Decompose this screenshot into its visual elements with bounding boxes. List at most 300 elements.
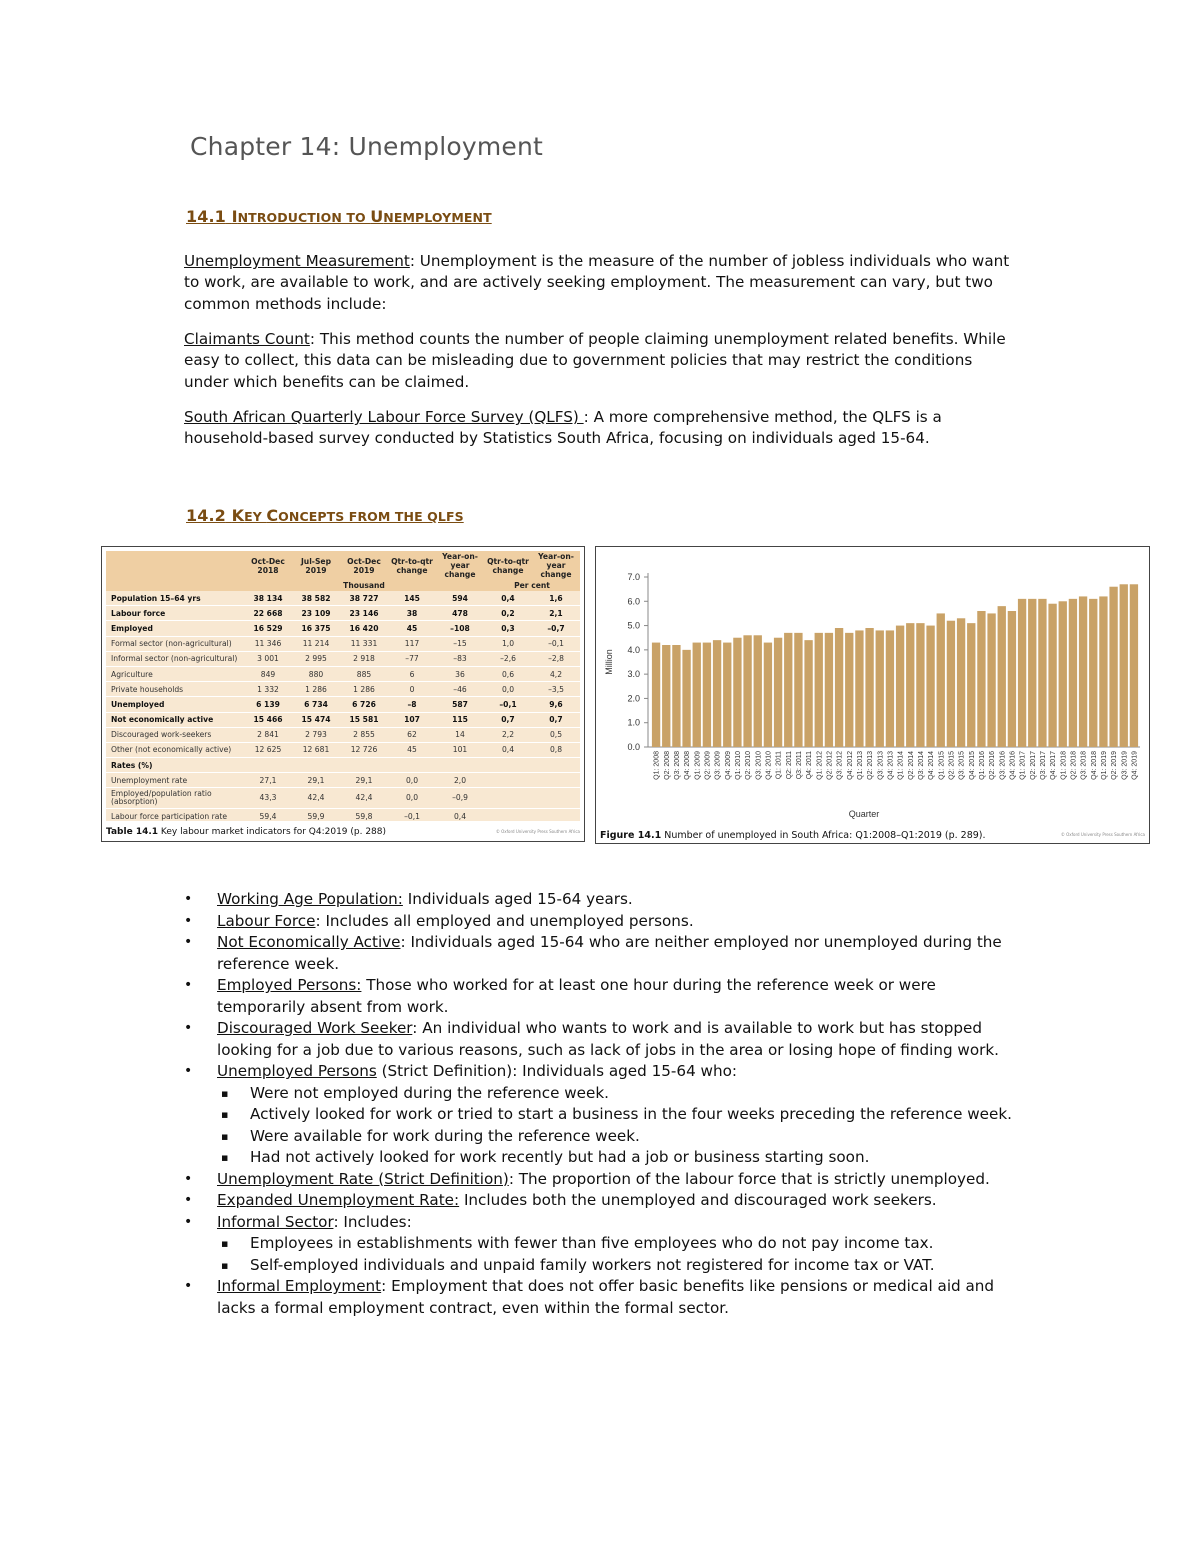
- table-cell: 0,7: [484, 712, 532, 727]
- table-cell: 11 331: [340, 636, 388, 651]
- bullet-item: [184, 1061, 1024, 1169]
- table-row-label: Discouraged work-seekers: [106, 727, 244, 742]
- table-header-cell: Year-on-year change: [532, 551, 580, 580]
- table-cell: 101: [436, 742, 484, 757]
- chart-bar: [1089, 599, 1097, 747]
- table-cell: [532, 809, 580, 824]
- table-cell: [388, 758, 436, 773]
- table-row-label: Employed/population ratio (absorption): [106, 788, 244, 809]
- table-cell: –108: [436, 621, 484, 636]
- table-cell: 0: [388, 682, 436, 697]
- table-cell: [340, 758, 388, 773]
- bullet-text: : Includes all employed and unemployed persons.: [315, 911, 694, 930]
- table-row: [106, 788, 580, 809]
- table-cell: 43,3: [244, 788, 292, 809]
- table-row-label: Unemployed: [106, 697, 244, 712]
- table-cell: 16 529: [244, 621, 292, 636]
- table-cell: 16 420: [340, 621, 388, 636]
- x-tick-label: Q4: 2017: [1050, 751, 1058, 780]
- x-tick-label: Q3: 2015: [958, 751, 966, 780]
- chart-bar: [1028, 599, 1036, 747]
- paragraph-qlfs: [184, 407, 1014, 450]
- table-cell: 117: [388, 636, 436, 651]
- table-cell: 27,1: [244, 773, 292, 788]
- table-row: [106, 682, 580, 697]
- table-cell: –15: [436, 636, 484, 651]
- table-cell: 9,6: [532, 697, 580, 712]
- x-tick-label: Q2: 2008: [663, 751, 671, 780]
- table-header-cell: Jul-Sep 2019: [292, 551, 340, 580]
- table-row: [106, 809, 580, 824]
- table-cell: 0,5: [532, 727, 580, 742]
- bullet-item: [184, 1169, 1024, 1191]
- table-cell: 15 581: [340, 712, 388, 727]
- table-row: [106, 773, 580, 788]
- sub-bullet-item: ▪ Were available for work during the reference week.: [217, 1126, 1024, 1148]
- table-unit-thousand: Thousand: [244, 580, 484, 591]
- y-tick-label: 4.0: [627, 644, 640, 655]
- x-tick-label: Q3: 2008: [673, 751, 681, 780]
- chart-bar: [957, 618, 965, 747]
- bullet-item: [184, 1276, 1024, 1319]
- x-tick-label: Q3: 2010: [755, 751, 763, 780]
- bullet-item: [184, 932, 1024, 975]
- bullet-text: : The proportion of the labour force that is strictly unemployed.: [508, 1169, 990, 1188]
- chart-bar: [1079, 596, 1087, 747]
- chart-bar: [906, 623, 914, 747]
- table-cell: –46: [436, 682, 484, 697]
- table-cell: [244, 758, 292, 773]
- x-axis-label: Quarter: [848, 809, 880, 819]
- table-header-cell: Qtr-to-qtr change: [388, 551, 436, 580]
- chart-bar: [977, 611, 985, 747]
- x-tick-label: Q1: 2018: [1060, 751, 1068, 780]
- table-cell: 23 109: [292, 606, 340, 621]
- table-cell: 4,2: [532, 666, 580, 681]
- table-cell: 14: [436, 727, 484, 742]
- table-cell: 23 146: [340, 606, 388, 621]
- table-cell: 12 726: [340, 742, 388, 757]
- x-tick-label: Q4: 2009: [724, 751, 732, 780]
- y-tick-label: 0.0: [627, 742, 640, 752]
- chart-caption-label: Figure 14.1: [600, 830, 662, 841]
- y-tick-label: 6.0: [627, 596, 640, 607]
- table-row-label: Population 15–64 yrs: [106, 591, 244, 606]
- sub-bullet-item: ▪ Actively looked for work or tried to start a business in the four weeks preceding the reference week.: [217, 1104, 1024, 1126]
- table-unit-percent: Per cent: [484, 580, 580, 591]
- chart-bar: [947, 621, 955, 747]
- table-cell: 38 727: [340, 591, 388, 606]
- table-cell: 3 001: [244, 651, 292, 666]
- y-tick-label: 2.0: [627, 693, 640, 704]
- table-header-cell: Oct-Dec 2018: [244, 551, 292, 580]
- table-credit: © Oxford University Press Southern Africa: [495, 829, 580, 834]
- key-concepts-list: [184, 889, 1024, 1319]
- chart-bar: [998, 606, 1006, 747]
- chart-bar: [876, 630, 884, 747]
- table-cell: –2,6: [484, 651, 532, 666]
- chart-bar: [845, 633, 853, 747]
- section-cap1: K: [231, 506, 245, 525]
- chart-bar: [865, 628, 873, 747]
- chart-bar: [1059, 601, 1067, 747]
- x-tick-label: Q2: 2016: [989, 751, 997, 780]
- table-cell: 45: [388, 621, 436, 636]
- section-cap2: U: [370, 207, 384, 226]
- table-cell: 22 668: [244, 606, 292, 621]
- table-cell: 2 918: [340, 651, 388, 666]
- y-tick-label: 5.0: [627, 620, 640, 631]
- table-row-label: Rates (%): [106, 758, 244, 773]
- table-cell: 0,0: [388, 788, 436, 809]
- section-cap1: I: [231, 207, 238, 226]
- bullet-text: Individuals aged 15-64 years.: [402, 890, 633, 908]
- table-row-label: Informal sector (non-agricultural): [106, 651, 244, 666]
- bullet-text: (Strict Definition): Individuals aged 15-64 who:: [376, 1062, 738, 1080]
- table-cell: –0,9: [436, 788, 484, 809]
- table-cell: 6 139: [244, 697, 292, 712]
- table-cell: 0,2: [484, 606, 532, 621]
- table-cell: 29,1: [292, 773, 340, 788]
- table-cell: 15 474: [292, 712, 340, 727]
- x-tick-label: Q2: 2012: [826, 751, 834, 780]
- section-cap2: C: [266, 506, 279, 525]
- x-tick-label: Q3: 2009: [714, 751, 722, 780]
- table-cell: [484, 773, 532, 788]
- table-header-cell: Year-on-year change: [436, 551, 484, 580]
- table-caption: [106, 827, 386, 837]
- bullet-term: Informal Employment: [217, 1277, 382, 1295]
- table-header-cell: [106, 551, 244, 580]
- bullet-text: : Includes:: [333, 1212, 412, 1231]
- chart-bar: [815, 633, 823, 747]
- table-cell: 0,4: [484, 591, 532, 606]
- table-cell: 115: [436, 712, 484, 727]
- paragraph-unemployment-measurement: [184, 251, 1014, 315]
- x-tick-label: Q4: 2015: [968, 751, 976, 780]
- chart-bar: [703, 643, 711, 747]
- chart-bar: [804, 640, 812, 747]
- x-tick-label: Q3: 2018: [1080, 751, 1088, 780]
- table-row: [106, 666, 580, 681]
- bullet-item: [184, 1018, 1024, 1061]
- chart-bar: [1120, 584, 1128, 747]
- bullet-text: Includes both the unemployed and discouraged work seekers.: [459, 1191, 937, 1209]
- table-cell: 0,4: [484, 742, 532, 757]
- bullet-item: [184, 1190, 1024, 1212]
- table-cell: [292, 758, 340, 773]
- table-cell: 42,4: [340, 788, 388, 809]
- table-cell: 59,9: [292, 809, 340, 824]
- sub-bullet-item: ▪ Had not actively looked for work recently but had a job or business starting soon.: [217, 1147, 1024, 1169]
- table-cell: 0,7: [532, 712, 580, 727]
- table-cell: 2,0: [436, 773, 484, 788]
- chart-bar: [1018, 599, 1026, 747]
- y-tick-label: 7.0: [627, 572, 640, 582]
- table-cell: 29,1: [340, 773, 388, 788]
- table-row-label: Unemployment rate: [106, 773, 244, 788]
- bullet-term: Labour Force: [217, 911, 316, 930]
- x-tick-label: Q4: 2011: [806, 751, 814, 780]
- table-header-cell: Qtr-to-qtr change: [484, 551, 532, 580]
- sub-bullet-item: ▪ Self-employed individuals and unpaid family workers not registered for income tax or VAT.: [217, 1255, 1024, 1277]
- table-row-label: Private households: [106, 682, 244, 697]
- table-cell: 6 726: [340, 697, 388, 712]
- section-heading-14-1: [186, 207, 492, 226]
- table-cell: 885: [340, 666, 388, 681]
- paragraph-claimants-count: [184, 329, 1014, 393]
- table-body: [106, 591, 580, 824]
- x-tick-label: Q2: 2017: [1029, 751, 1037, 780]
- table-cell: 1 286: [340, 682, 388, 697]
- chart-bar: [1130, 584, 1138, 747]
- table-cell: 880: [292, 666, 340, 681]
- table-cell: 478: [436, 606, 484, 621]
- x-tick-label: Q3: 2011: [795, 751, 803, 780]
- x-tick-label: Q1: 2008: [653, 751, 661, 780]
- x-tick-label: Q4: 2010: [765, 751, 773, 780]
- table-cell: 42,4: [292, 788, 340, 809]
- table-unit-blank: [106, 580, 244, 591]
- x-tick-label: Q4: 2016: [1009, 751, 1017, 780]
- table-cell: 59,8: [340, 809, 388, 824]
- chart-bar: [1109, 587, 1117, 747]
- table-cell: –83: [436, 651, 484, 666]
- chart-bar: [926, 626, 934, 747]
- x-tick-label: Q4: 2018: [1090, 751, 1098, 780]
- x-tick-label: Q1: 2013: [856, 751, 864, 780]
- x-tick-label: Q2: 2014: [907, 751, 915, 780]
- section-number: 14.2: [186, 506, 226, 525]
- y-axis-label: Million: [604, 649, 614, 675]
- bullet-term: Expanded Unemployment Rate:: [217, 1191, 460, 1209]
- chart-bar: [672, 645, 680, 747]
- table-cell: 15 466: [244, 712, 292, 727]
- table-cell: 0,4: [436, 809, 484, 824]
- table-cell: 1,0: [484, 636, 532, 651]
- table-cell: 2 841: [244, 727, 292, 742]
- table-cell: 38 134: [244, 591, 292, 606]
- paragraph-text: : Unemployment is the measure of the number of jobless individuals who want to work, are available to work, and are actively seeking employment. The measurement can vary, but two common methods include:: [184, 252, 1010, 313]
- chart-bar: [733, 638, 741, 747]
- chart-bar: [784, 633, 792, 747]
- bullet-item: [184, 1212, 1024, 1277]
- x-tick-label: Q1: 2019: [1100, 751, 1108, 780]
- table-cell: –0,7: [532, 621, 580, 636]
- table-row: [106, 636, 580, 651]
- table-cell: –3,5: [532, 682, 580, 697]
- table-row: [106, 621, 580, 636]
- bullet-text: : Individuals aged 15-64 who are neither employed nor unemployed during the reference week.: [217, 933, 1002, 973]
- table-row: [106, 712, 580, 727]
- table-cell: 587: [436, 697, 484, 712]
- table-cell: 0,8: [532, 742, 580, 757]
- sub-list: [217, 1233, 1024, 1276]
- x-tick-label: Q2: 2010: [745, 751, 753, 780]
- table-cell: –2,8: [532, 651, 580, 666]
- bullet-term: Discouraged Work Seeker: [217, 1019, 413, 1037]
- table-cell: [484, 809, 532, 824]
- bullet-item: [184, 911, 1024, 933]
- chart-bar: [1048, 604, 1056, 747]
- x-tick-label: Q2: 2009: [704, 751, 712, 780]
- chart-bar: [916, 623, 924, 747]
- table-cell: 36: [436, 666, 484, 681]
- table-cell: 2 855: [340, 727, 388, 742]
- table-cell: 6: [388, 666, 436, 681]
- section-rest1: EY: [244, 509, 267, 524]
- x-tick-label: Q3: 2014: [917, 751, 925, 780]
- table-cell: 1 332: [244, 682, 292, 697]
- table-cell: [532, 773, 580, 788]
- table-row-label: Agriculture: [106, 666, 244, 681]
- bullet-term: Unemployment Rate (Strict Definition): [217, 1169, 509, 1188]
- chart-bar: [662, 645, 670, 747]
- x-tick-label: Q2: 2015: [948, 751, 956, 780]
- paragraph-text: : A more comprehensive method, the QLFS is a household-based survey conducted by Statistics South Africa, focusing on individuals aged 15-64.: [184, 408, 942, 448]
- table-row-label: Other (not economically active): [106, 742, 244, 757]
- table-row: [106, 591, 580, 606]
- chart-bar: [896, 626, 904, 747]
- bullet-item: [184, 975, 1024, 1018]
- x-tick-label: Q4: 2014: [928, 751, 936, 780]
- x-tick-label: Q3: 2017: [1039, 751, 1047, 780]
- table-row: [106, 758, 580, 773]
- x-tick-label: Q2: 2013: [867, 751, 875, 780]
- bullet-term: Working Age Population:: [217, 890, 403, 908]
- x-tick-label: Q3: 2016: [999, 751, 1007, 780]
- table-row: [106, 727, 580, 742]
- table-cell: 62: [388, 727, 436, 742]
- chapter-title: Chapter 14: Unemployment: [190, 132, 544, 161]
- table-cell: 38: [388, 606, 436, 621]
- chart-bar: [835, 628, 843, 747]
- table-cell: 594: [436, 591, 484, 606]
- x-tick-label: Q1: 2015: [938, 751, 946, 780]
- table-cell: 6 734: [292, 697, 340, 712]
- x-tick-label: Q1: 2009: [694, 751, 702, 780]
- x-tick-label: Q1: 2014: [897, 751, 905, 780]
- table-cell: [484, 758, 532, 773]
- chart-bar: [774, 638, 782, 747]
- chart-bar: [754, 635, 762, 747]
- chart-bar: [682, 650, 690, 747]
- section-rest2: NEMPLOYMENT: [383, 210, 492, 225]
- table-cell: 11 346: [244, 636, 292, 651]
- table-background: [106, 551, 580, 821]
- chart-bar: [652, 643, 660, 747]
- table-row-label: Not economically active: [106, 712, 244, 727]
- table-cell: 11 214: [292, 636, 340, 651]
- chart-bar: [987, 613, 995, 747]
- table-row: [106, 651, 580, 666]
- chart-bar: [1038, 599, 1046, 747]
- y-tick-label: 3.0: [627, 669, 640, 680]
- x-tick-label: Q1: 2012: [816, 751, 824, 780]
- chart-bar: [1008, 611, 1016, 747]
- table-cell: 1 286: [292, 682, 340, 697]
- table-cell: 12 625: [244, 742, 292, 757]
- paragraph-term: Unemployment Measurement: [184, 252, 410, 270]
- table-cell: [484, 788, 532, 809]
- table-caption-text: Key labour market indicators for Q4:2019 (p. 288): [158, 827, 387, 837]
- table-cell: –0,1: [532, 636, 580, 651]
- x-tick-label: Q4: 2013: [887, 751, 895, 780]
- table-header-cell: Oct-Dec 2019: [340, 551, 388, 580]
- table-cell: 145: [388, 591, 436, 606]
- bullet-term: Unemployed Persons: [217, 1062, 377, 1080]
- bullet-text: Those who worked for at least one hour during the reference week or were temporarily absent from work.: [217, 976, 936, 1016]
- table-cell: –0,1: [388, 809, 436, 824]
- table-cell: –0,1: [484, 697, 532, 712]
- chart-bar: [855, 630, 863, 747]
- table-cell: 0,0: [484, 682, 532, 697]
- x-tick-label: Q3: 2012: [836, 751, 844, 780]
- x-tick-label: Q1: 2016: [978, 751, 986, 780]
- table-caption-label: Table 14.1: [106, 827, 159, 837]
- x-tick-label: Q2: 2019: [1111, 751, 1119, 780]
- sub-bullet-item: ▪ Were not employed during the reference week.: [217, 1083, 1024, 1105]
- unemployed-bar-chart: [596, 547, 1149, 827]
- table-cell: [532, 758, 580, 773]
- chart-bar: [967, 623, 975, 747]
- table-unit-row: [106, 580, 580, 591]
- chart-bar: [794, 633, 802, 747]
- table-row-label: Labour force: [106, 606, 244, 621]
- chart-bar: [1099, 596, 1107, 747]
- bullet-term: Not Economically Active: [217, 933, 401, 951]
- chart-credit: © Oxford University Press Southern Africa: [1060, 832, 1145, 837]
- table-header-row: [106, 551, 580, 580]
- table-cell: 16 375: [292, 621, 340, 636]
- chart-bar: [937, 613, 945, 747]
- chart-bar: [1069, 599, 1077, 747]
- x-tick-label: Q1: 2017: [1019, 751, 1027, 780]
- x-tick-label: Q4: 2008: [684, 751, 692, 780]
- x-tick-label: Q3: 2013: [877, 751, 885, 780]
- x-tick-label: Q2: 2018: [1070, 751, 1078, 780]
- x-tick-label: Q1: 2010: [734, 751, 742, 780]
- table-cell: 849: [244, 666, 292, 681]
- section-rest1: NTRODUCTION TO: [237, 210, 371, 225]
- table-row-label: Labour force participation rate: [106, 809, 244, 824]
- table-cell: 0,3: [484, 621, 532, 636]
- bullet-term: Employed Persons:: [217, 976, 362, 994]
- x-tick-label: Q4: 2019: [1131, 751, 1139, 780]
- table-cell: 59,4: [244, 809, 292, 824]
- table-cell: 107: [388, 712, 436, 727]
- table-cell: 0,0: [388, 773, 436, 788]
- bullet-item: [184, 889, 1024, 911]
- sub-list: [217, 1083, 1024, 1169]
- table-row-label: Employed: [106, 621, 244, 636]
- labour-market-table: [106, 551, 580, 825]
- table-row-label: Formal sector (non-agricultural): [106, 636, 244, 651]
- table-cell: 2,1: [532, 606, 580, 621]
- table-cell: [532, 788, 580, 809]
- table-row: [106, 697, 580, 712]
- chart-bar: [693, 643, 701, 747]
- table-cell: 12 681: [292, 742, 340, 757]
- chart-bar: [764, 643, 772, 747]
- bullet-text: : Employment that does not offer basic benefits like pensions or medical aid and lacks a formal employment contract, even within the formal sector.: [217, 1277, 995, 1317]
- x-tick-label: Q4: 2012: [846, 751, 854, 780]
- y-tick-label: 1.0: [627, 717, 640, 728]
- chart-figure: [595, 546, 1150, 844]
- sub-bullet-item: ▪ Employees in establishments with fewer than five employees who do not pay income tax.: [217, 1233, 1024, 1255]
- table-cell: [436, 758, 484, 773]
- chart-bar: [713, 640, 721, 747]
